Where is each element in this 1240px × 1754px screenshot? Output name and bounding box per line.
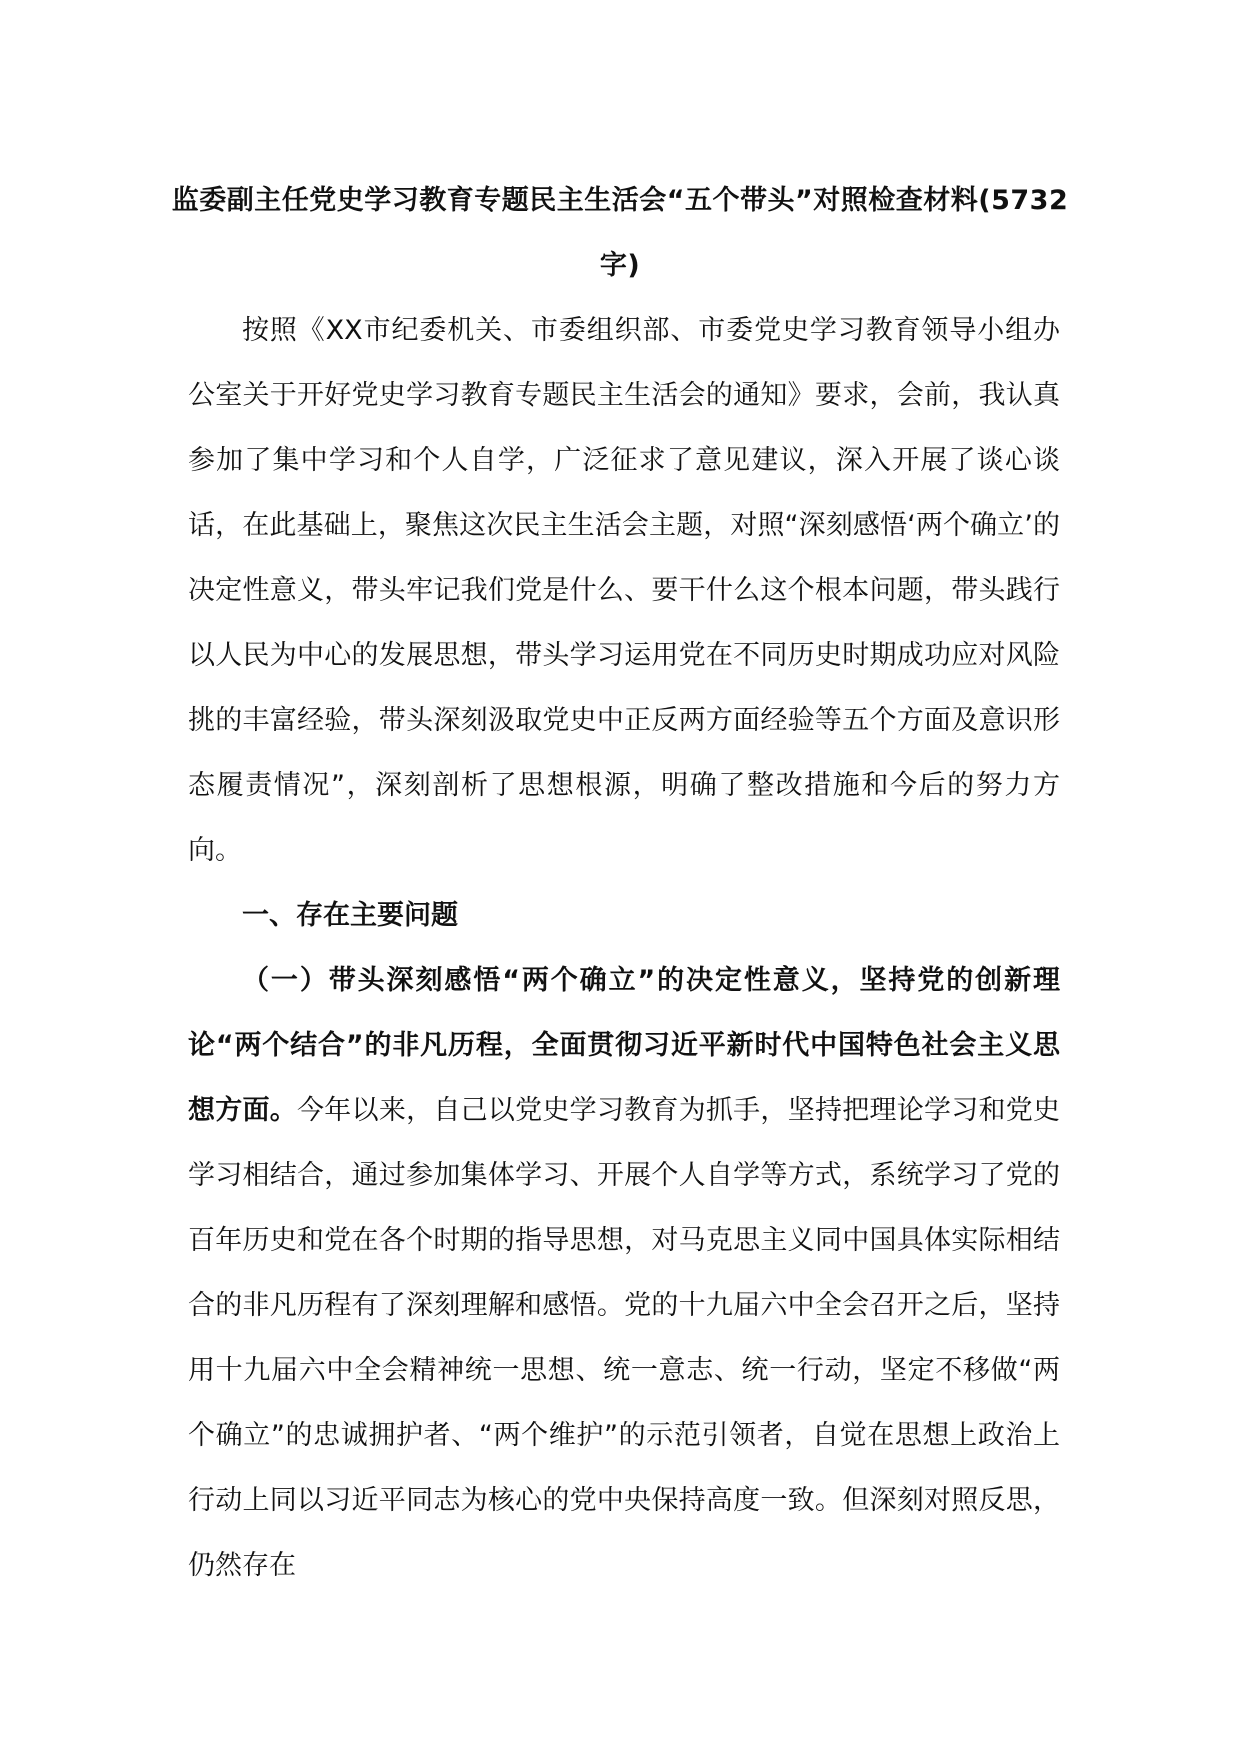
document-body xyxy=(188,298,1060,1598)
section-heading: 一、存在主要问题 xyxy=(242,900,458,931)
intro-paragraph: 按照《XX市纪委机关、市委组织部、市委党史学习教育领导小组办公室关于开好党史学习教育专题民主生活会的通知》要求，会前，我认真参加了集中学习和个人自学，广泛征求了意见建议，深入开展了谈心谈话，在此基础上，聚焦这次民主生活会主题，对照“深刻感悟‘两个确立’的决定性意义，带头牢记我们党是什么、要干什么这个根本问题，带头践行以人民为中心的发展思想，带头学习运用党在不同历史时期成功应对风险挑的丰富经验，带头深刻汲取党史中正反两方面经验等五个方面及意识形态履责情况”，深刻剖析了思想根源，明确了整改措施和今后的努力方向。 xyxy=(188,315,1060,866)
document-title: 监委副主任党史学习教育专题民主生活会“五个带头”对照检查材料(5732字) xyxy=(171,185,1069,281)
subsection-heading: （一）带头深刻感悟“两个确立”的决定性意义，坚持党的创新理论“两个结合”的非凡历程，全面贯彻习近平新时代中国特色社会主义思想方面。 xyxy=(188,965,1060,1126)
subsection-body: 今年以来，自己以党史学习教育为抓手，坚持把理论学习和党史学习相结合，通过参加集体学习、开展个人自学等方式，系统学习了党的百年历史和党在各个时期的指导思想，对马克思主义同中国具体实际相结合的非凡历程有了深刻理解和感悟。党的十九届六中全会召开之后，坚持用十九届六中全会精神统一思想、统一意志、统一行动，坚定不移做“两个确立”的忠诚拥护者、“两个维护”的示范引领者，自觉在思想上政治上行动上同以习近平同志为核心的党中央保持高度一致。但深刻对照反思，仍然存在 xyxy=(188,1095,1061,1581)
subsection-paragraph xyxy=(188,948,1060,1598)
